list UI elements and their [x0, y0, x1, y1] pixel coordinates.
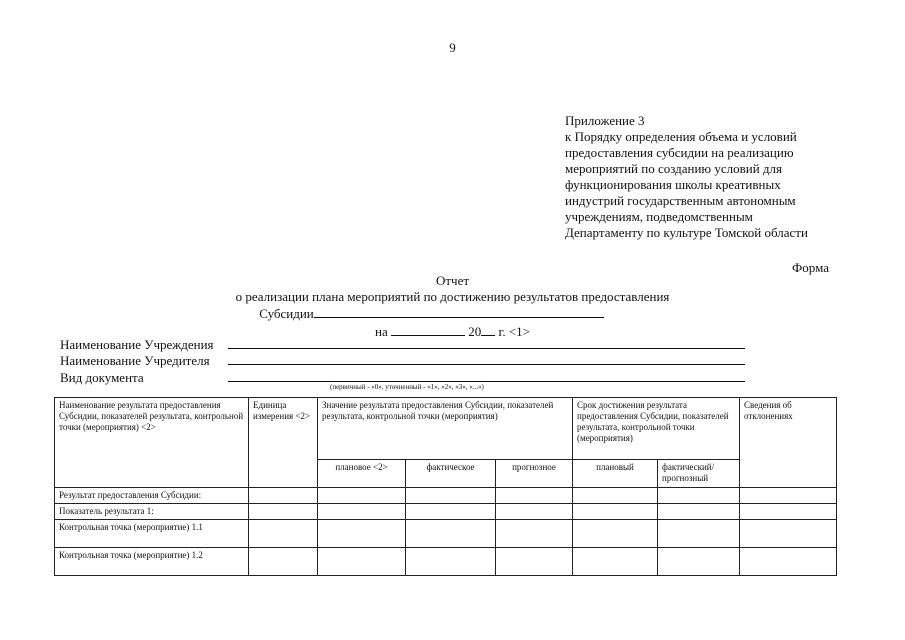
table-row — [55, 488, 837, 504]
doc-type-label: Вид документа — [60, 370, 144, 385]
year-blank-line — [481, 323, 495, 336]
table-cell[interactable] — [740, 488, 837, 504]
page-number: 9 — [449, 40, 456, 55]
appendix-line: Департаменту по культуре Томской области — [565, 225, 808, 240]
table-cell[interactable] — [318, 520, 406, 548]
founder-line[interactable] — [228, 352, 745, 365]
institution-label: Наименование Учреждения — [60, 337, 214, 352]
institution-line[interactable] — [228, 336, 745, 349]
table-cell[interactable] — [318, 504, 406, 520]
appendix-line: функционирования школы креативных — [565, 177, 781, 192]
table-cell[interactable] — [318, 548, 406, 576]
date-blank-line — [391, 323, 465, 336]
date-year: 20 — [468, 324, 482, 339]
appendix-line: индустрий государственным автономным — [565, 193, 796, 208]
table-cell[interactable] — [740, 504, 837, 520]
table-cell[interactable] — [496, 548, 573, 576]
table-cell[interactable] — [318, 488, 406, 504]
row-label: Контрольная точка (мероприятие) 1.2 — [55, 548, 249, 576]
appendix-line: учреждениям, подведомственным — [565, 209, 753, 224]
table-cell[interactable] — [496, 504, 573, 520]
appendix-block — [565, 113, 808, 241]
table-cell[interactable] — [658, 488, 740, 504]
table-cell[interactable] — [406, 504, 496, 520]
table-cell[interactable] — [249, 504, 318, 520]
appendix-line: мероприятий по созданию условий для — [565, 161, 783, 176]
form-label: Форма — [792, 260, 829, 275]
table-cell[interactable] — [496, 488, 573, 504]
title-line3 — [0, 305, 905, 322]
header-planned-deadline: плановый — [573, 460, 658, 488]
table-cell[interactable] — [658, 520, 740, 548]
table-cell[interactable] — [249, 520, 318, 548]
report-table — [54, 397, 837, 576]
title-line2: о реализации плана мероприятий по достижению результатов предоставления — [235, 289, 670, 304]
table-cell[interactable] — [249, 488, 318, 504]
table-cell[interactable] — [406, 548, 496, 576]
appendix-line: предоставления субсидии на реализацию — [565, 145, 794, 160]
table-row — [55, 520, 837, 548]
table-cell[interactable] — [573, 488, 658, 504]
header-deadline-group: Срок достижения результата предоставления Субсидии, показателей результата, контрольной точки (мероприятия) — [573, 398, 740, 460]
appendix-line: Приложение 3 — [565, 113, 645, 128]
doc-type-hint: (первичный - «0», уточненный - «1», «2», «3», «...») — [330, 383, 484, 391]
subsidy-name-line — [314, 305, 604, 318]
header-name: Наименование результата предоставления Субсидии, показателей результата, контрольной точки (мероприятия) <2> — [55, 398, 249, 488]
header-actual-forecast-deadline: фактический/ прогнозный — [658, 460, 740, 488]
row-label: Показатель результата 1: — [55, 504, 249, 520]
table-cell[interactable] — [406, 488, 496, 504]
header-forecast-value: прогнозное — [496, 460, 573, 488]
table-row — [55, 548, 837, 576]
row-label: Результат предоставления Субсидии: — [55, 488, 249, 504]
table-cell[interactable] — [573, 548, 658, 576]
title-line1: Отчет — [435, 273, 470, 288]
founder-label: Наименование Учредителя — [60, 353, 210, 368]
date-suffix: г. <1> — [498, 324, 530, 339]
founder-field — [60, 352, 745, 369]
table-cell[interactable] — [740, 548, 837, 576]
table-cell[interactable] — [249, 548, 318, 576]
table-cell[interactable] — [740, 520, 837, 548]
date-prefix: на — [374, 324, 388, 339]
doc-type-line[interactable] — [228, 369, 745, 382]
header-planned-value: плановое <2> — [318, 460, 406, 488]
table-cell[interactable] — [658, 504, 740, 520]
table-cell[interactable] — [573, 520, 658, 548]
table-cell[interactable] — [658, 548, 740, 576]
table-row — [55, 504, 837, 520]
row-label: Контрольная точка (мероприятие) 1.1 — [55, 520, 249, 548]
table-cell[interactable] — [573, 504, 658, 520]
table-cell[interactable] — [496, 520, 573, 548]
institution-field — [60, 336, 745, 353]
appendix-line: к Порядку определения объема и условий — [565, 129, 797, 144]
table-cell[interactable] — [406, 520, 496, 548]
report-title — [0, 273, 905, 340]
header-value-group: Значение результата предоставления Субсидии, показателей результата, контрольной точки (мероприятия) — [318, 398, 573, 460]
header-unit: Единица измерения <2> — [249, 398, 318, 488]
header-actual-value: фактическое — [406, 460, 496, 488]
subsidy-prefix: Субсидии — [259, 306, 314, 321]
header-deviation: Сведения об отклонениях — [740, 398, 837, 488]
